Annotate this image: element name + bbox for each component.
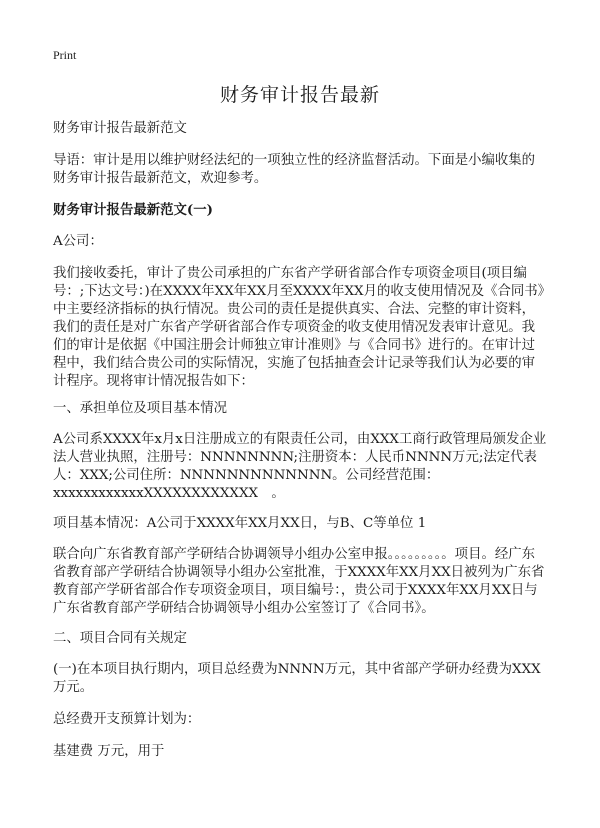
paragraph-construction-fee: 基建费 万元，用于 xyxy=(53,744,165,759)
paragraph-company-info: A公司系XXXX年x月x日注册成立的有限责任公司，由XXX工商行政管理局颁发企业法人营业执照，注册号：NNNNNNNN;注册资本：人民币NNNN万元;法定代表人：XXX;公司住所：NNNNNNNNNNNNN。公司经营范围：xxxxxxxxxxxxXXXXXXXXXXXX 。 xyxy=(53,432,547,501)
section-title: 财务审计报告最新范文(一) xyxy=(53,202,213,218)
print-link[interactable]: Print xyxy=(53,48,77,62)
paragraph-project-basic: 项目基本情况：A公司于XXXX年XX月XX日，与B、C等单位 1 xyxy=(53,516,427,531)
salutation: A公司： xyxy=(53,234,103,249)
heading-basic-info: 一、承担单位及项目基本情况 xyxy=(53,401,228,416)
intro-paragraph: 导语：审计是用以维护财经法纪的一项独立性的经济监督活动。下面是小编收集的财务审计报告最新范文，欢迎参考。 xyxy=(53,153,536,186)
document-subtitle: 财务审计报告最新范文 xyxy=(53,121,187,136)
paragraph-total-funds: (一)在本项目执行期内，项目总经费为NNNN万元，其中省部产学研办经费为XXX万元。 xyxy=(53,662,541,695)
page-title: 财务审计报告最新 xyxy=(219,84,380,106)
paragraph-audit-scope: 我们接收委托，审计了贵公司承担的广东省产学研省部合作专项资金项目(项目编号：;下达文号：)在XXXX年XX年XX月至XXXX年XX月的收支使用情况及《合同书》中主要经济指标的执行情况。贵公司的责任是提供真实、合法、完整的审计资料，我们的责任是对广东省产学研省部合作专项资金的收支使用情况发表审计意见。我们的审计是依据《中国注册会计师独立审计准则》与《合同书》进行的。在审计过程中，我们结合贵公司的实际情况，实施了包括抽查会计记录等我们认为必要的审计程序。现将审计情况报告如下： xyxy=(53,266,545,389)
paragraph-project-approval: 联合向广东省教育部产学研结合协调领导小组办公室申报。。。。。。。。。项目。经广东省教育部产学研结合协调领导小组办公室批准，于XXXX年XX月XX日被列为广东省教育部产学研省部合作专项资金项目，项目编号：，贵公司于XXXX年XX月XX日与广东省教育部产学研结合协调领导小组办公室签订了《合同书》。 xyxy=(53,547,545,616)
paragraph-budget-plan: 总经费开支预算计划为： xyxy=(53,712,201,727)
heading-contract-terms: 二、项目合同有关规定 xyxy=(53,631,187,646)
